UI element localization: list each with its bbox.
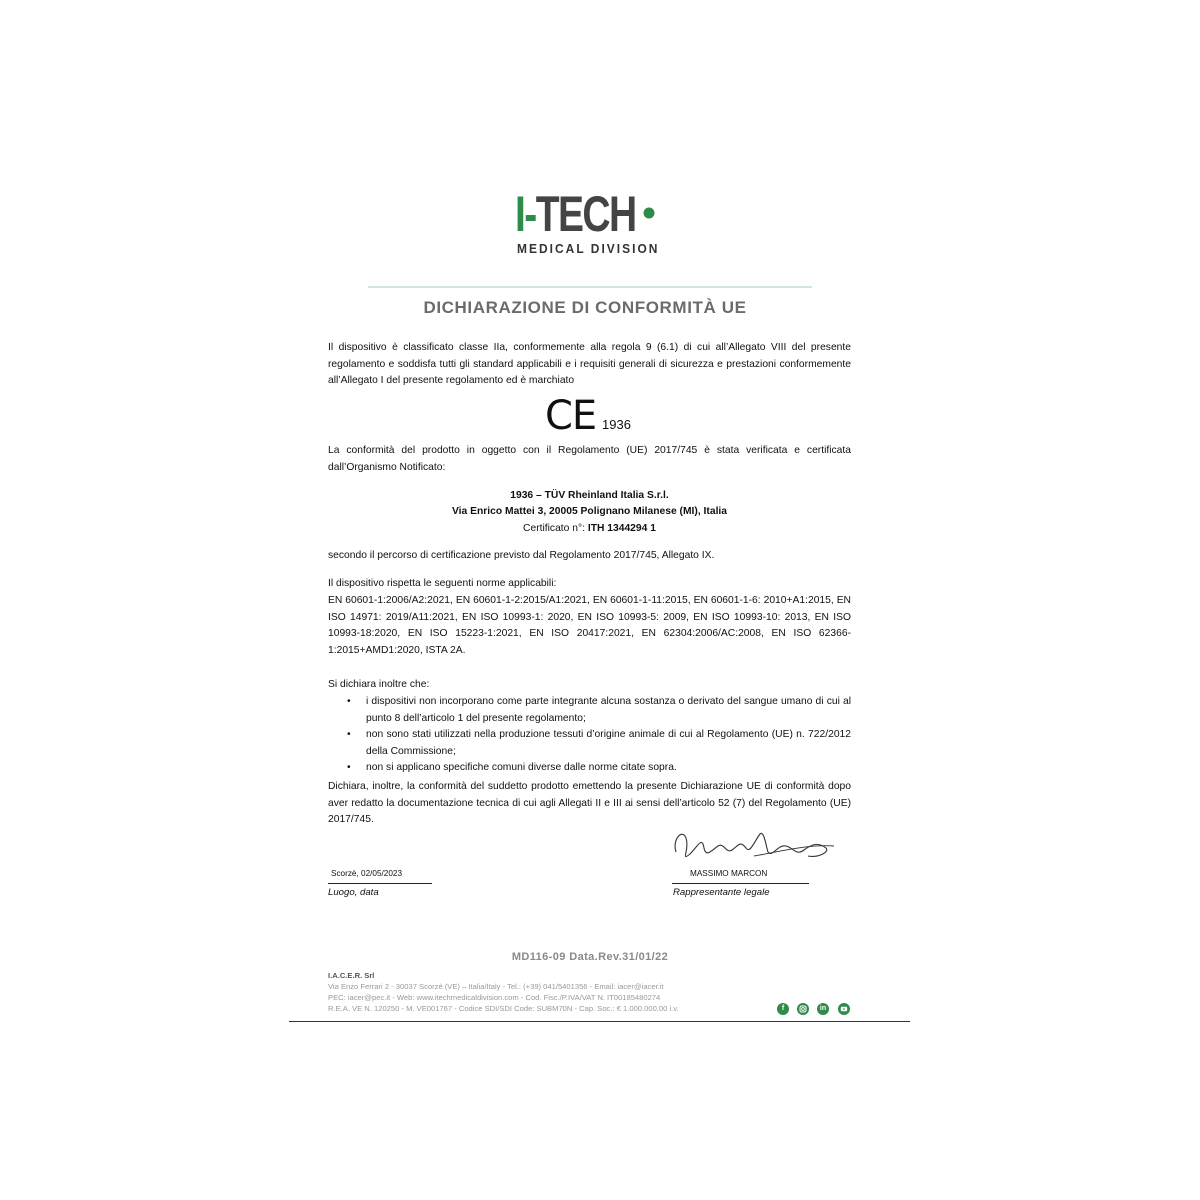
intro-paragraph: Il dispositivo è classificato classe IIa, conformemente alla regola 9 (6.1) di cui all’Allegato VIII del presente regolamento e soddisfa tutti gli standard applicabili e i requisiti generali di sicurezza e prestazioni conformemente all’Allegato I del presente regolamento ed è marchiato	[328, 342, 851, 387]
page-title: DICHIARAZIONE DI CONFORMITÀ UE	[423, 298, 747, 317]
youtube-icon[interactable]	[838, 1003, 850, 1015]
list-item: • non si applicano specifiche comuni diverse dalle norme citate sopra.	[328, 760, 851, 777]
footer-company: I.A.C.E.R. Srl	[328, 971, 375, 980]
certificate-label: Certificato n°:	[523, 523, 588, 534]
logo-dot-icon	[640, 204, 658, 222]
title-divider	[368, 286, 812, 288]
facebook-icon[interactable]: f	[777, 1003, 789, 1015]
footer-registry: R.E.A. VE N. 120250 - M. VE001767 - Codice SDI/SDI Code: SUBM70N - Cap. Soc.: € 1.000.000,00 i.v.	[328, 1004, 679, 1013]
footer-contacts: PEC: iacer@pec.it - Web: www.itechmedicaldivision.com - Cod. Fisc./P.IVA/VAT N. IT00185480274	[328, 993, 661, 1002]
document-code: MD116-09 Data.Rev.31/01/22	[511, 951, 669, 963]
declares-intro: Si dichiara inoltre che:	[328, 679, 430, 690]
place-date-label: Luogo, data	[328, 887, 379, 898]
footer-address: Via Enzo Ferrari 2 - 30037 Scorzè (VE) – Italia/Italy - Tel.: (+39) 041/5401356 - Email: iacer@iacer.it	[328, 982, 664, 991]
notified-body-address: Via Enrico Mattei 3, 20005 Polignano Milanese (MI), Italia	[451, 506, 728, 517]
linkedin-icon[interactable]: in	[817, 1003, 829, 1015]
bullet-icon: •	[347, 762, 351, 774]
notified-body-name: 1936 – TÜV Rheinland Italia S.r.l.	[510, 490, 669, 501]
certification-path: secondo il percorso di certificazione previsto dal Regolamento 2017/745, Allegato IX.	[328, 550, 715, 561]
handwritten-signature	[668, 822, 840, 872]
logo-subtitle: MEDICAL DIVISION	[517, 241, 660, 256]
list-item: • non sono stati utilizzati nella produzione tessuti d’origine animale di cui al Regolamento (UE) n. 722/2012 della Commissione;	[347, 729, 851, 757]
conformity-paragraph: La conformità del prodotto in oggetto con il Regolamento (UE) 2017/745 è stata verificata e certificata dall’Organismo Notificato:	[328, 445, 851, 473]
place-date-line	[328, 883, 432, 884]
signer-label: Rappresentante legale	[673, 887, 770, 898]
closing-paragraph: Dichiara, inoltre, la conformità del suddetto prodotto emettendo la presente Dichiarazione UE di conformità dopo aver redatto la documentazione tecnica di cui agli Allegati II e III ai sensi dell’articolo 52 (7) del Regolamento (UE) 2017/745.	[328, 781, 851, 826]
place-date: Scorzè, 02/05/2023	[331, 869, 403, 878]
list-item: • i dispositivi non incorporano come parte integrante alcuna sostanza o derivato del sangue umano di cui al punto 8 dell’articolo 1 del presente regolamento;	[347, 696, 851, 724]
logo-wordmark: I-TECH	[515, 186, 636, 242]
norms-intro: Il dispositivo rispetta le seguenti norme applicabili:	[328, 578, 557, 589]
bullet-icon: •	[347, 696, 351, 707]
norms-list: EN 60601-1:2006/A2:2021, EN 60601-1-2:2015/A1:2021, EN 60601-1-11:2015, EN 60601-1-6: 2010+A1:2015, EN ISO 14971: 2019/A11:2021, EN ISO 10993-1: 2020, EN ISO 10993-5: 2009, EN ISO 10993-10: 2013, EN ISO 10993-18:2020, EN ISO 15223-1:2021, EN ISO 20417:2021, EN 62304:2006/AC:2008, EN ISO 62366-1:2015+AMD1:2020, ISTA 2A.	[328, 595, 851, 656]
certificate-line	[328, 521, 851, 538]
signer-name: MASSIMO MARCON	[690, 869, 768, 878]
declarations-list	[328, 694, 851, 777]
certificate-number: ITH 1344294 1	[587, 523, 656, 534]
ce-notified-number: 1936	[602, 417, 631, 432]
signer-line	[672, 883, 809, 884]
instagram-icon[interactable]	[797, 1003, 809, 1015]
bullet-icon: •	[347, 729, 351, 741]
footer-divider	[289, 1021, 910, 1022]
ce-mark-icon: CE	[545, 393, 597, 439]
